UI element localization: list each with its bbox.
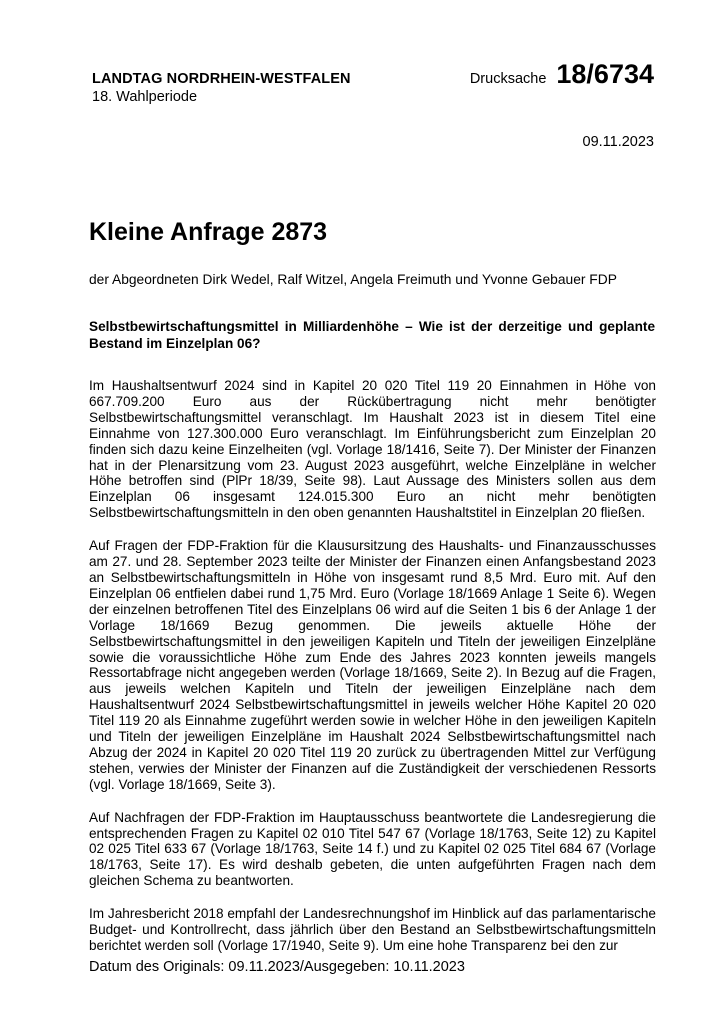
paragraph: Im Haushaltsentwurf 2024 sind in Kapitel 20 020 Titel 119 20 Einnahmen in Höhe von 667.709.200 Euro aus der Rückübertragung nicht mehr benötigter Selbstbewirtschaftungsmittel veranschlagt. Im Haushalt 2023 ist in diesem Titel eine Einnahme von 127.300.000 Euro veranschlagt. Im Einführungsbericht zum Einzelplan 20 finden sich dazu keine Einzelheiten (vgl. Vorlage 18/1416, Seite 7). Der Minister der Finanzen hat in der Plenarsitzung vom 23. August 2023 ausgeführt, welche Einzelpläne in welcher Höhe betroffen sind (PlPr 18/39, Seite 98). Laut Aussage des Ministers sollen aus dem Einzelplan 06 insgesamt 124.015.300 Euro an nicht mehr benötigten Selbstbewirtschaftungsmitteln in den oben genannten Haushaltstitel in Einzelplan 20 fließen. — [89, 378, 656, 521]
drucksache-label: Drucksache — [469, 71, 547, 87]
organization-name: LANDTAG NORDRHEIN-WESTFALEN — [92, 71, 351, 87]
body-text — [89, 378, 656, 966]
legislative-period: 18. Wahlperiode — [92, 89, 198, 105]
paragraph: Auf Nachfragen der FDP-Fraktion im Hauptausschuss beantwortete die Landesregierung die entsprechenden Fragen zu Kapitel 02 010 Titel 547 67 (Vorlage 18/1763, Seite 12) zu Kapitel 02 025 Titel 633 67 (Vorlage 18/1763, Seite 14 f.) und zu Kapitel 02 025 Titel 684 67 (Vorlage 18/1763, Seite 17). Es wird deshalb gebeten, die unten aufgeführten Fragen nach dem gleichen Schema zu beantworten. — [89, 809, 656, 889]
drucksache-block — [470, 59, 654, 90]
document-date: 09.11.2023 — [582, 134, 654, 150]
paragraph: Im Jahresbericht 2018 empfahl der Landesrechnungshof im Hinblick auf das parlamentarische Budget- und Kontrollrecht, dass jährlich über den Bestand an Selbstbewirtschaftungsmitteln berichtet werden soll (Vorlage 17/1940, Seite 9). Um eine hohe Transparenz bei den zur — [89, 906, 656, 953]
document-title: Kleine Anfrage 2873 — [89, 218, 328, 246]
subject-heading: Selbstbewirtschaftungsmittel in Milliardenhöhe – Wie ist der derzeitige und geplante Bestand im Einzelplan 06? — [89, 319, 655, 351]
drucksache-number: 18/6734 — [556, 59, 654, 89]
paragraph: Auf Fragen der FDP-Fraktion für die Klausursitzung des Haushalts- und Finanzausschusses am 27. und 28. September 2023 teilte der Minister der Finanzen einen Anfangsbestand 2023 an Selbstbewirtschaftungsmitteln in Höhe von insgesamt rund 8,5 Mrd. Euro mit. Auf den Einzelplan 06 entfielen dabei rund 1,75 Mrd. Euro (Vorlage 18/1669 Anlage 1 Seite 6). Wegen der einzelnen betroffenen Titel des Einzelplans 06 wird auf die Seiten 1 bis 6 der Anlage 1 der Vorlage 18/1669 Bezug genommen. Die jeweils aktuelle Höhe der Selbstbewirtschaftungsmittel in den jeweiligen Kapiteln und Titeln der jeweiligen Einzelpläne sowie die voraussichtliche Höhe zum Ende des Jahres 2023 konnten jeweils mangels Ressortabfrage nicht angegeben werden (Vorlage 18/1669, Seite 2). In Bezug auf die Fragen, aus jeweils welchen Kapiteln und Titeln der jeweiligen Einzelpläne nach dem Haushaltsentwurf 2024 Selbstbewirtschaftungsmittel in jeweils welcher Höhe Kapitel 20 020 Titel 119 20 als Einnahme zugeführt werden sowie in welcher Höhe in den jeweiligen Kapiteln und Titeln der jeweiligen Einzelpläne im Haushalt 2024 Selbstbewirtschaftungsmittel nach Abzug der 2024 in Kapitel 20 020 Titel 119 20 zurück zu übertragenden Mittel zur Verfügung stehen, verwies der Minister der Finanzen auf die Zuständigkeit der verschiedenen Ressorts (vgl. Vorlage 18/1669, Seite 3). — [89, 538, 656, 792]
footer-date-line: Datum des Originals: 09.11.2023/Ausgegeben: 10.11.2023 — [89, 959, 465, 975]
authors-line: der Abgeordneten Dirk Wedel, Ralf Witzel, Angela Freimuth und Yvonne Gebauer FDP — [89, 272, 617, 287]
